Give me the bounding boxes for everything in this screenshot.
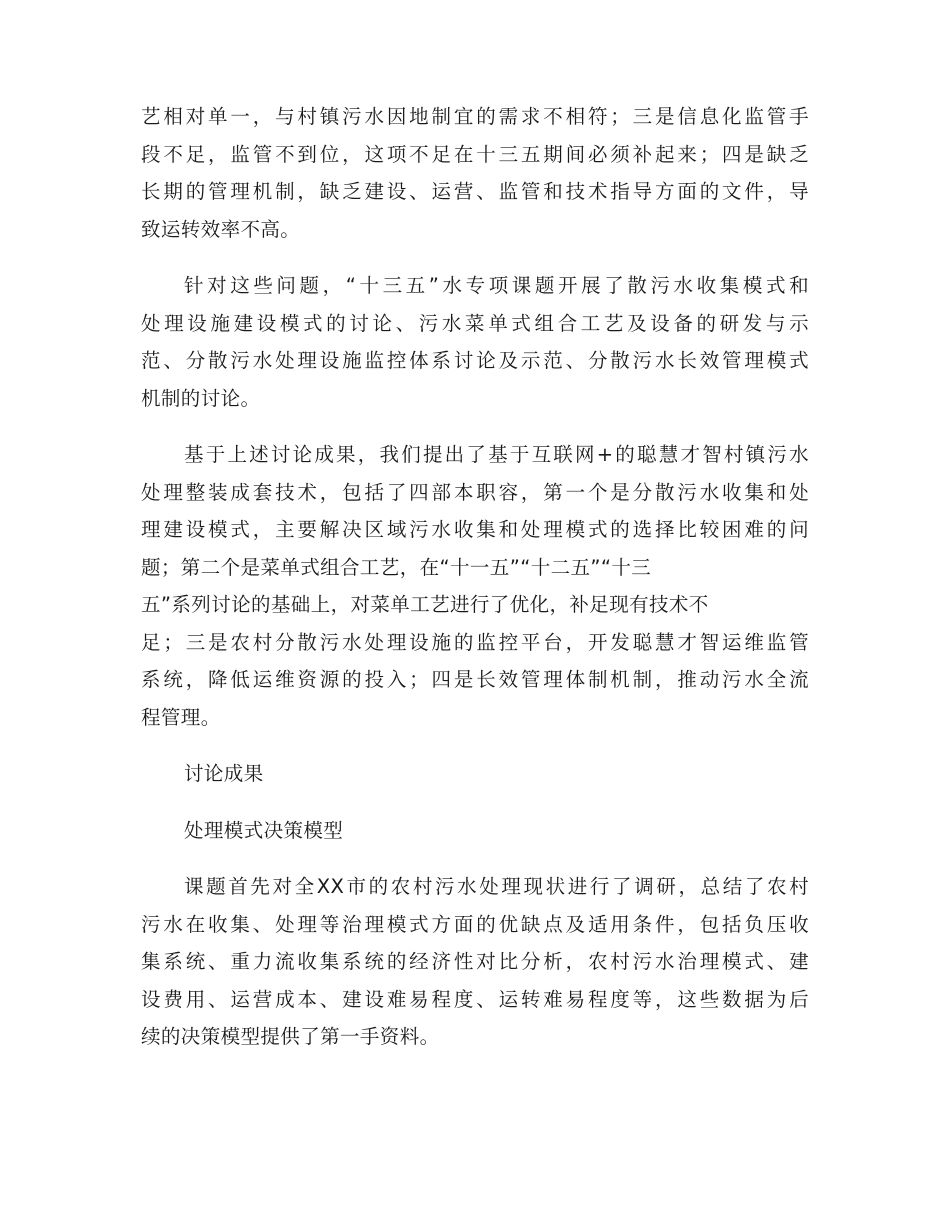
text-line: 课题首先对全XX市的农村污水处理现状进行了调研，总结了农村	[184, 875, 809, 898]
text-line: 致运转效率不高。	[141, 217, 301, 241]
text-line: 足；三是农村分散污水处理设施的监控平台，开发聪慧才智运维监管	[141, 630, 809, 654]
text-line: 长期的管理机制，缺乏建设、运营、监管和技术指导方面的文件，导	[141, 180, 809, 203]
text-line: 机制的讨论。	[141, 386, 261, 410]
text-line: 范、分散污水处理设施监控体系讨论及示范、分散污水长效管理模式	[141, 349, 809, 372]
subsection-heading: 处理模式决策模型	[184, 818, 344, 842]
text-line: 处理设施建设模式的讨论、污水菜单式组合工艺及设备的研发与示	[141, 311, 809, 335]
text-line: 污水在收集、处理等治理模式方面的优缺点及适用条件，包括负压收	[141, 912, 809, 936]
paragraph-survey	[141, 868, 809, 1056]
text-line: 理建设模式，主要解决区域污水收集和处理模式的选择比较困难的问	[141, 518, 809, 541]
text-line: 艺相对单一，与村镇污水因地制宜的需求不相符；三是信息化监管手	[141, 105, 809, 128]
text-line: 针对这些问题，“十三五”水专项课题开展了散污水收集模式和	[184, 274, 809, 297]
text-line: 五”系列讨论的基础上，对菜单工艺进行了优化，补足现有技术不	[141, 593, 709, 616]
document-page	[141, 98, 809, 1075]
paragraph-response	[141, 267, 809, 417]
text-line: 程管理。	[141, 705, 221, 729]
section-heading: 讨论成果	[184, 762, 264, 785]
paragraph-problems-continued	[141, 98, 809, 248]
text-line: 设费用、运营成本、建设难易程度、运转难易程度等，这些数据为后	[141, 987, 809, 1011]
text-line: 处理整装成套技术，包括了四部本职容，第一个是分散污水收集和处	[141, 480, 809, 504]
text-line: 题；第二个是菜单式组合工艺，在“十一五”“十二五”“十三	[141, 555, 652, 579]
text-line: 续的决策模型提供了第一手资料。	[141, 1025, 440, 1048]
text-line: 系统，降低运维资源的投入；四是长效管理体制机制，推动污水全流	[141, 668, 809, 691]
text-line: 段不足，监管不到位，这项不足在十三五期间必须补起来；四是缺乏	[141, 142, 809, 166]
text-line: 集系统、重力流收集系统的经济性对比分析，农村污水治理模式、建	[141, 950, 809, 973]
text-line: 基于上述讨论成果，我们提出了基于互联网+的聪慧才智村镇污水	[184, 443, 809, 466]
paragraph-technology	[141, 436, 809, 736]
